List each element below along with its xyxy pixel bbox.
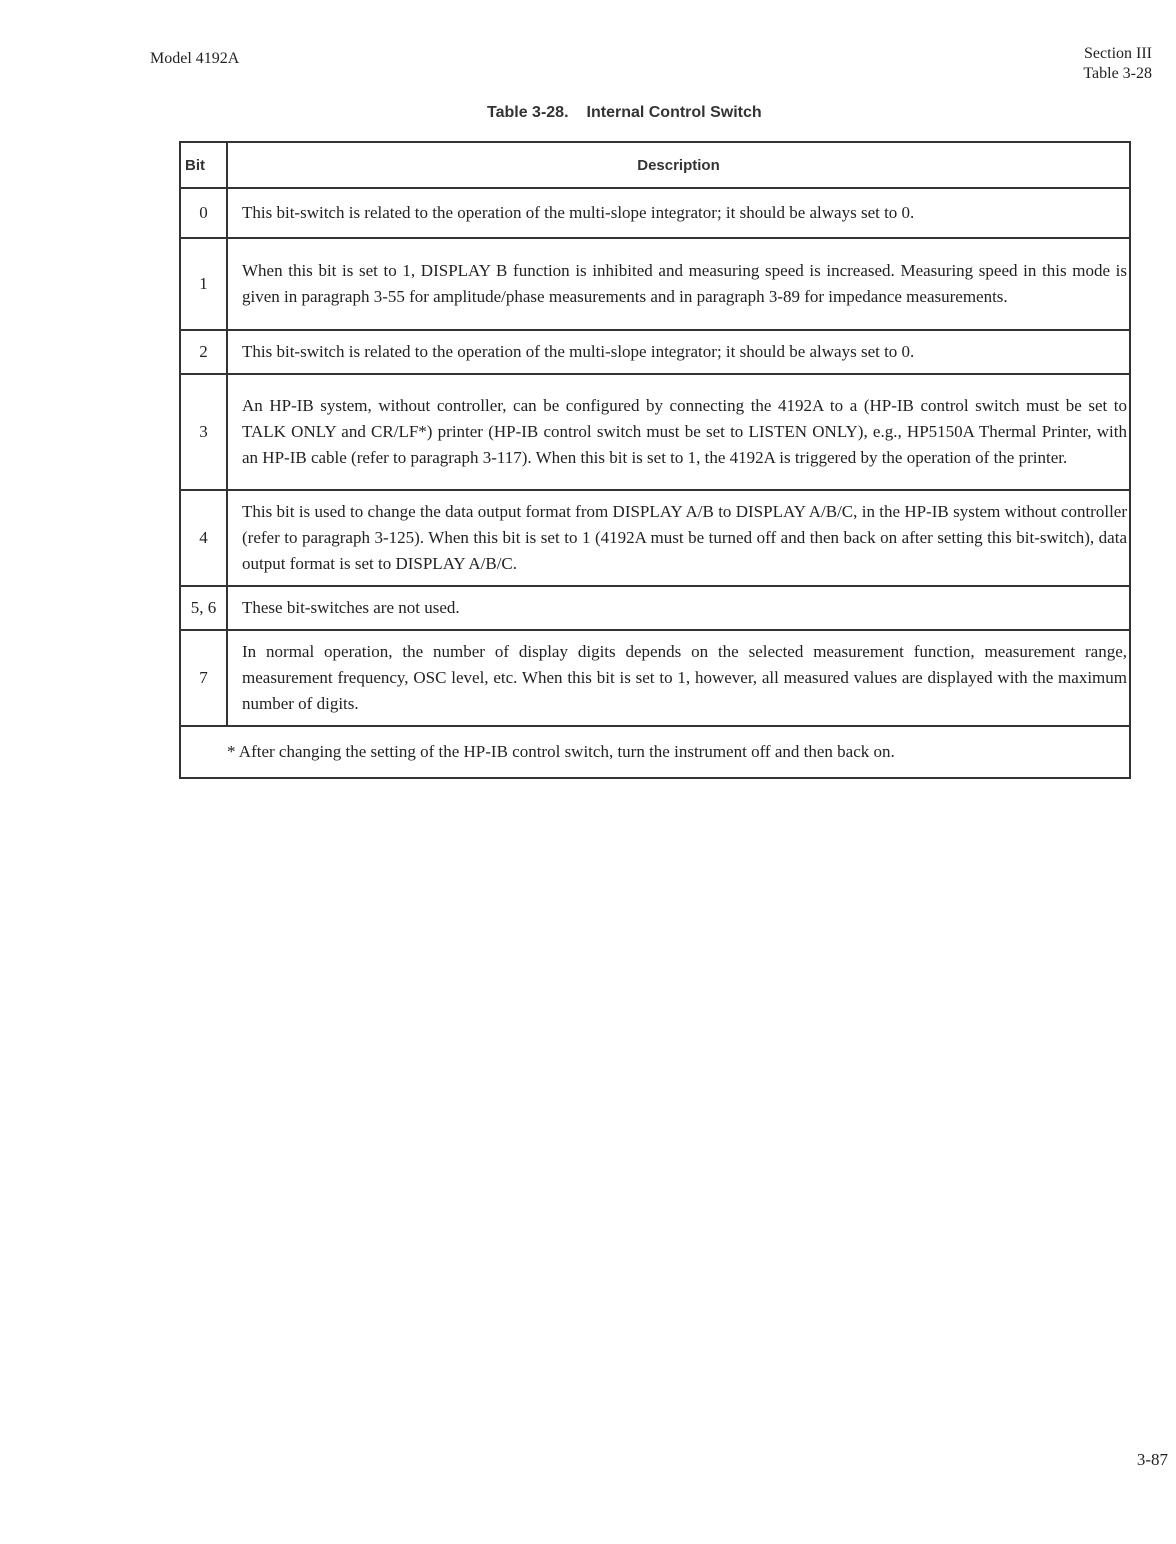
- internal-control-switch-table: [179, 141, 1131, 779]
- column-header-description: Description: [227, 142, 1130, 188]
- table-row: [180, 586, 1130, 630]
- bit-cell: 1: [180, 238, 227, 330]
- table-row: [180, 630, 1130, 726]
- description-cell: When this bit is set to 1, DISPLAY B function is inhibited and measuring speed is increased. Measuring speed in this mode is given in paragraph 3-55 for amplitude/phase measurements and in paragraph 3-89 for impedance measurements.: [227, 238, 1130, 330]
- description-cell: This bit is used to change the data output format from DISPLAY A/B to DISPLAY A/B/C, in the HP-IB system without controller (refer to paragraph 3-125). When this bit is set to 1 (4192A must be turned off and then back on after setting this bit-switch), data output format is set to DISPLAY A/B/C.: [227, 490, 1130, 586]
- table-row: [180, 374, 1130, 490]
- table-reference-label: Table 3-28: [1083, 65, 1152, 82]
- table-row: [180, 238, 1130, 330]
- bit-cell: 5, 6: [180, 586, 227, 630]
- table-number: Table 3-28.: [487, 104, 569, 121]
- column-header-bit: Bit: [180, 142, 227, 188]
- table-title: [487, 104, 762, 122]
- table-row: [180, 188, 1130, 238]
- table-row: [180, 490, 1130, 586]
- section-label: Section III: [1084, 45, 1152, 62]
- description-cell: These bit-switches are not used.: [227, 586, 1130, 630]
- description-cell: In normal operation, the number of display digits depends on the selected measurement function, measurement range, measurement frequency, OSC level, etc. When this bit is set to 1, however, all measured values are displayed with the maximum number of digits.: [227, 630, 1130, 726]
- bit-cell: 0: [180, 188, 227, 238]
- table-row: [180, 330, 1130, 374]
- table-footnote-row: [180, 726, 1130, 778]
- page-number: 3-87: [1136, 1450, 1168, 1469]
- bit-cell: 2: [180, 330, 227, 374]
- table-name: Internal Control Switch: [586, 104, 762, 121]
- description-cell: This bit-switch is related to the operation of the multi-slope integrator; it should be always set to 0.: [227, 330, 1130, 374]
- description-cell: An HP-IB system, without controller, can be configured by connecting the 4192A to a (HP-IB control switch must be set to TALK ONLY and CR/LF*) printer (HP-IB control switch must be set to LISTEN ONLY), e.g., HP5150A Thermal Printer, with an HP-IB cable (refer to paragraph 3-117). When this bit is set to 1, the 4192A is triggered by the operation of the printer.: [227, 374, 1130, 490]
- table-header-row: [180, 142, 1130, 188]
- description-cell: This bit-switch is related to the operation of the multi-slope integrator; it should be always set to 0.: [227, 188, 1130, 238]
- section-reference: [1083, 44, 1152, 84]
- bit-cell: 4: [180, 490, 227, 586]
- bit-cell: 7: [180, 630, 227, 726]
- bit-cell: 3: [180, 374, 227, 490]
- model-label: Model 4192A: [150, 50, 240, 67]
- table-footnote: * After changing the setting of the HP-IB control switch, turn the instrument off and then back on.: [180, 726, 1130, 778]
